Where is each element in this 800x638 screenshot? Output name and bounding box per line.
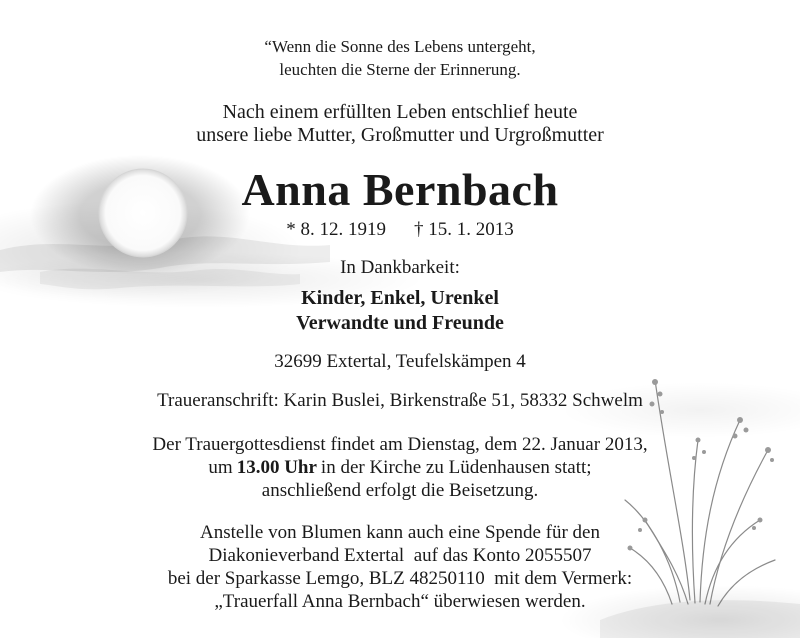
deceased-name: Anna Bernbach <box>241 164 559 215</box>
mourners-line: Verwandte und Freunde <box>296 312 504 334</box>
motto-line: “Wenn die Sonne des Lebens untergeht, <box>264 37 536 56</box>
intro-line: unsere liebe Mutter, Großmutter und Urgroßmutter <box>196 124 604 146</box>
mourners-line: Kinder, Enkel, Urenkel <box>301 287 499 309</box>
donation-line: Diakonieverband Extertal auf das Konto 2055507 <box>208 545 592 566</box>
motto-line: leuchten die Sterne der Erinnerung. <box>279 60 521 79</box>
family-address: 32699 Extertal, Teufelskämpen 4 <box>274 351 526 372</box>
service-line: anschließend erfolgt die Beisetzung. <box>261 480 539 501</box>
condolence-address: Traueranschrift: Karin Buslei, Birkenstraße 51, 58332 Schwelm <box>157 390 643 411</box>
birth-date: * 8. 12. 1919 <box>286 219 386 240</box>
gratitude-intro: In Dankbarkeit: <box>340 257 460 278</box>
death-date: † 15. 1. 2013 <box>414 219 514 240</box>
life-dates <box>0 219 800 241</box>
service-time-line: um 13.00 Uhr in der Kirche zu Lüdenhausen statt; <box>208 457 592 478</box>
donation-line: „Trauerfall Anna Bernbach“ überwiesen werden. <box>214 591 586 612</box>
donation-line: bei der Sparkasse Lemgo, BLZ 48250110 mit dem Vermerk: <box>167 568 633 589</box>
service-line: Der Trauergottesdienst findet am Dienstag, dem 22. Januar 2013, <box>152 434 648 455</box>
intro-line: Nach einem erfüllten Leben entschlief heute <box>222 101 578 123</box>
service-time: 13.00 Uhr <box>236 457 317 478</box>
donation-line: Anstelle von Blumen kann auch eine Spende für den <box>200 522 600 543</box>
